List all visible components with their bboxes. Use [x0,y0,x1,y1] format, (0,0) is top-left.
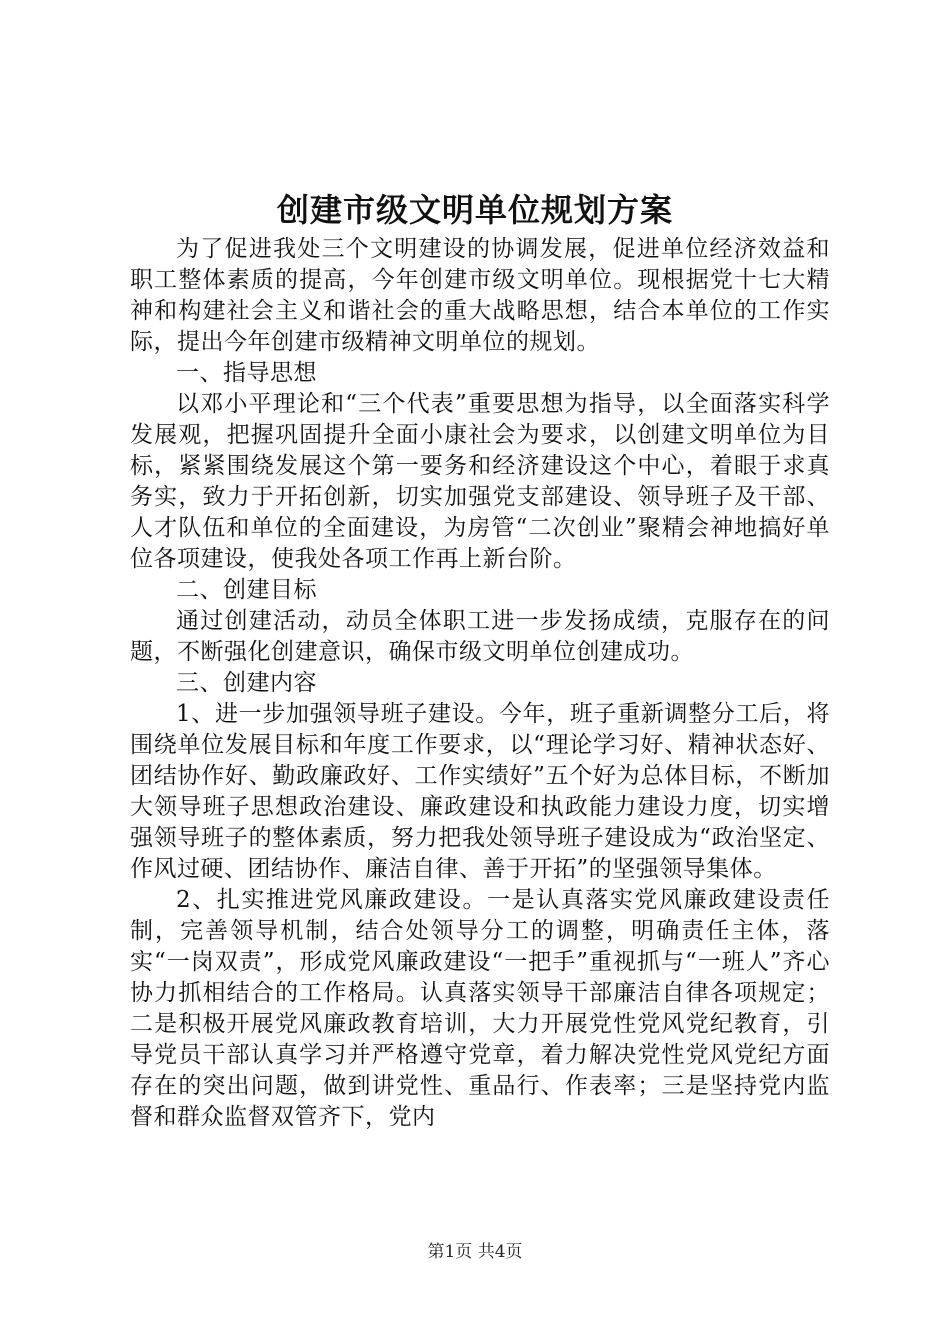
document-title: 创建市级文明单位规划方案 [276,191,673,229]
paragraph-content-1: 1、进一步加强领导班子建设。今年，班子重新调整分工后，将围绕单位发展目标和年度工作要求，以“理论学习好、精神状态好、团结协作好、勤政廉政好、工作实绩好”五个好为总体目标，不断加大领导班子思想政治建设、廉政建设和执政能力建设力度，切实增强领导班子的整体素质，努力把我处领导班子建设成为“政治坚定、作风过硬、团结协作、廉洁自律、善于开拓”的坚强领导集体。 [130,701,830,882]
paragraph-guiding-thought: 以邓小平理论和“三个代表”重要思想为指导，以全面落实科学发展观，把握巩固提升全面小康社会为要求，以创建文明单位为目标，紧紧围绕发展这个第一要务和经济建设这个中心，着眼于求真务实，致力于开拓创新，切实加强党支部建设、领导班子及干部、人才队伍和单位的全面建设，为房管“二次创业”聚精会神地搞好单位各项建设，使我处各项工作再上新台阶。 [130,391,830,572]
section-heading-content: 三、创建内容 [176,670,317,696]
paragraph-content-2: 2、扎实推进党风廉政建设。一是认真落实党风廉政建设责任制，完善领导机制，结合处领导分工的调整，明确责任主体，落实“一岗双责”，形成党风廉政建设“一把手”重视抓与“一班人”齐心协力抓相结合的工作格局。认真落实领导干部廉洁自律各项规定；二是积极开展党风廉政教育培训，大力开展党性党风党纪教育，引导党员干部认真学习并严格遵守党章，着力解决党性党风党纪方面存在的突出问题，做到讲党性、重品行、作表率；三是坚持党内监督和群众监督双管齐下，党内 [130,887,830,1130]
section-heading-goal: 二、创建目标 [176,577,317,603]
section-heading-guiding-thought: 一、指导思想 [176,360,317,386]
paragraph-goal: 通过创建活动，动员全体职工进一步发扬成绩，克服存在的问题，不断强化创建意识，确保市级文明单位创建成功。 [130,608,830,665]
page-footer: 第1页 共4页 [427,1242,523,1262]
document-body [130,234,830,1133]
paragraph-intro: 为了促进我处三个文明建设的协调发展，促进单位经济效益和职工整体素质的提高，今年创建市级文明单位。现根据党十七大精神和构建社会主义和谐社会的重大战略思想，结合本单位的工作实际，提出今年创建市级精神文明单位的规划。 [130,236,830,355]
